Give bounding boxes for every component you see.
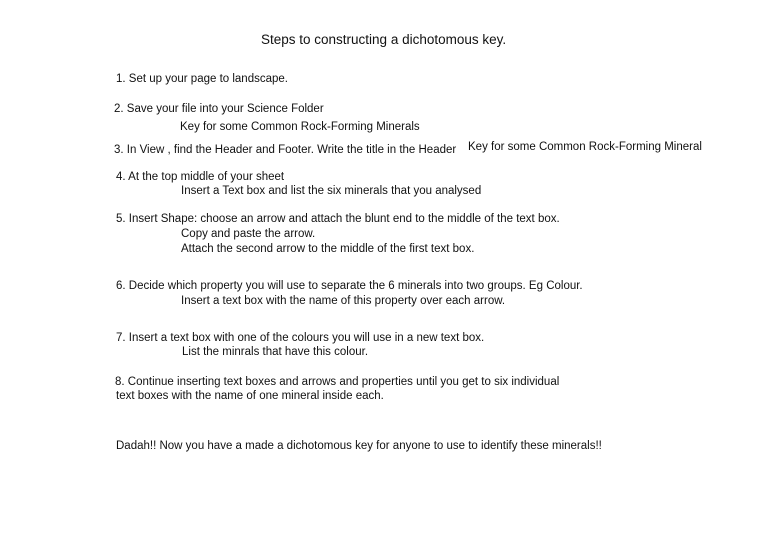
step-5: 5. Insert Shape: choose an arrow and attach the blunt end to the middle of the text box. (116, 213, 560, 225)
step-1: 1. Set up your page to landscape. (116, 73, 288, 85)
step-4-subtext: Insert a Text box and list the six minerals that you analysed (181, 185, 482, 197)
step-4: 4. At the top middle of your sheet (116, 171, 285, 183)
step-6: 6. Decide which property you will use to separate the 6 minerals into two groups. Eg Colour. (116, 280, 583, 292)
closing-remark: Dadah!! Now you have a made a dichotomous key for anyone to use to identify these minerals!! (116, 440, 602, 452)
step-3: 3. In View , find the Header and Footer. Write the title in the Header (114, 144, 457, 156)
step-5-subtext-2: Attach the second arrow to the middle of the first text box. (181, 243, 475, 255)
step-6-subtext: Insert a text box with the name of this property over each arrow. (181, 295, 506, 307)
step-7-subtext: List the minrals that have this colour. (182, 346, 369, 358)
step-8-line-1: 8. Continue inserting text boxes and arrows and properties until you get to six individual (115, 376, 560, 388)
header-title-overlay: Key for some Common Rock-Forming Mineral (468, 141, 702, 153)
step-5-subtext-1: Copy and paste the arrow. (181, 228, 316, 240)
step-7: 7. Insert a text box with one of the colours you will use in a new text box. (116, 332, 485, 344)
document-title: Steps to constructing a dichotomous key. (261, 32, 507, 47)
step-2-subtext: Key for some Common Rock-Forming Minerals (180, 121, 420, 133)
step-2: 2. Save your file into your Science Folder (114, 103, 324, 115)
step-8-line-2: text boxes with the name of one mineral inside each. (116, 390, 384, 402)
